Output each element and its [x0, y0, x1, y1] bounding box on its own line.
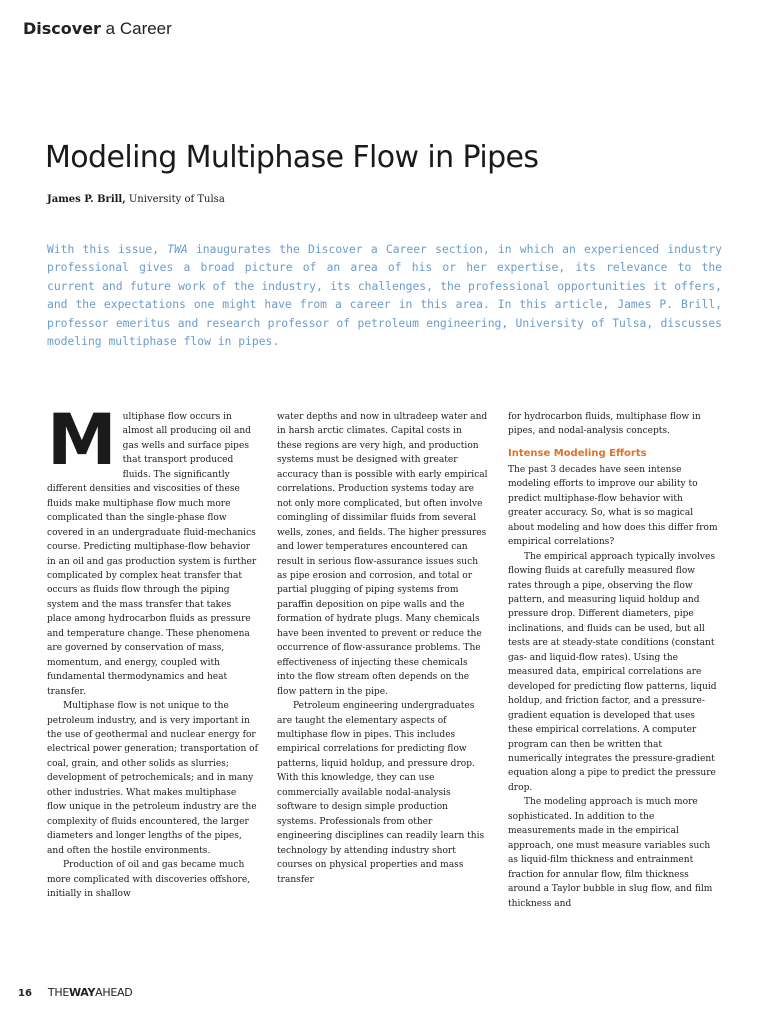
intro-text-start: With this issue,: [47, 242, 168, 256]
body-paragraph: The past 3 decades have seen intense modeling efforts to improve our ability to predict multiphase-flow behavior with greater accuracy. So, what is so magical about modeling and how does this differ from empirical correlations?: [508, 464, 718, 548]
intro-publication-name: TWA: [167, 242, 188, 256]
masthead-the: THE: [47, 986, 69, 999]
body-paragraph: Production of oil and gas became much more complicated with discoveries offshore, initially in shallow: [47, 860, 251, 899]
author-name: James P. Brill,: [47, 194, 126, 205]
body-paragraph: water depths and now in ultradeep water and in harsh arctic climates. Capital costs in these regions are very high, and production systems must be designed with greater accuracy than is possible with early empirical correlations. Production systems today are not only more complicated, but often involve comingling of dissimilar fluids from several wells, zones, and fields. The higher pressures and lower temperatures encountered can result in serious flow-assurance issues such as pipe erosion and corrosion, and total or partial plugging of piping systems from paraffin deposition on pipe walls and the formation of hydrate plugs. Many chemicals have been invented to prevent or reduce the occurrence of flow-assurance problems. The effectiveness of injecting these chemicals into the flow stream often depends on the flow pattern in the pipe.: [277, 412, 488, 697]
section-label: [23, 19, 172, 39]
body-paragraph: The empirical approach typically involves flowing fluids at carefully measured flow rates through a pipe, observing the flow pattern, and measuring liquid holdup and pressure drop. Different diameters, pipe inclinations, and fluids can be used, but all tests are at steady-state conditions (constant gas- and liquid-flow rates). Using the measured data, empirical correlations are developed for predicting flow patterns, liquid holdup, and friction factor, and a pressure-gradient equation is developed that uses these empirical correlations. A computer program can then be written that numerically integrates the pressure-gradient equation along a pipe to predict the pressure drop.: [508, 551, 717, 793]
body-paragraph: for hydrocarbon fluids, multiphase flow in pipes, and nodal-analysis concepts.: [508, 412, 701, 437]
magazine-masthead: [48, 986, 132, 999]
body-column-1: [47, 399, 258, 901]
body-column-2: [277, 410, 488, 887]
body-paragraph: Petroleum engineering undergraduates are taught the elementary aspects of multiphase flow in pipes. This includes empirical correlations for predicting flow patterns, liquid holdup, and pressure drop. With this knowledge, they can use commercially available nodal-analysis software to design simple production systems. Professionals from other engineering disciplines can readily learn this technology by attending industry short courses on physical properties and mass transfer: [277, 701, 485, 885]
intro-paragraph: [47, 240, 722, 350]
author-affiliation: University of Tulsa: [125, 194, 225, 205]
page-number: 16: [18, 988, 32, 999]
section-label-strong: Discover: [23, 19, 101, 38]
section-subheading: Intense Modeling Efforts: [508, 447, 647, 459]
intro-text-rest: inaugurates the Discover a Career section, in which an experienced industry professional gives a broad picture of an area of his or her expertise, its relevance to the current and future work of the industry, its challenges, the professional opportunities it offers, and the expectations one might have from a career in this area. In this article, James P. Brill, professor emeritus and research professor of petroleum engineering, University of Tulsa, discusses modeling multiphase flow in pipes.: [47, 242, 722, 349]
article-title: Modeling Multiphase Flow in Pipes: [45, 140, 539, 175]
body-column-3: [508, 410, 719, 911]
masthead-way: WAY: [68, 986, 96, 999]
page-footer: [18, 986, 132, 999]
body-paragraph: The modeling approach is much more sophisticated. In addition to the measurements made in the empirical approach, one must measure variables such as liquid-film thickness and entrainment fraction for annular flow, film thickness around a Taylor bubble in slug flow, and film thickness and: [508, 797, 713, 909]
masthead-ahead: AHEAD: [95, 986, 133, 999]
byline: [47, 194, 225, 205]
paragraph-text: ultiphase flow occurs in almost all producing oil and gas wells and surface pipes that transport produced fluids. The significantly different densities and viscosities of these fluids make multiphase flow much more complicated than the single-phase flow covered in an undergraduate fluid-mechanics course. Predicting multiphase-flow behavior in an oil and gas production system is further complicated by complex heat transfer that occurs as fluids flow through the piping system and the mass transfer that takes place among hydrocarbon fluids as pressure and temperature change. These phenomena are governed by conservation of mass, momentum, and energy, coupled with fundamental thermodynamics and heat transfer.: [47, 412, 257, 697]
body-paragraph: Multiphase flow is not unique to the petroleum industry, and is very important in the use of geothermal and nuclear energy for electrical power generation; transportation of coal, grain, and other solids as slurries; development of petrochemicals; and in many other industries. What makes multiphase flow unique in the petroleum industry are the complexity of fluids encountered, the larger diameters and longer lengths of the pipes, and often the hostile environments.: [47, 701, 258, 856]
section-label-rest: a Career: [100, 19, 172, 38]
body-paragraph: [47, 399, 258, 699]
drop-cap: M: [47, 399, 117, 481]
